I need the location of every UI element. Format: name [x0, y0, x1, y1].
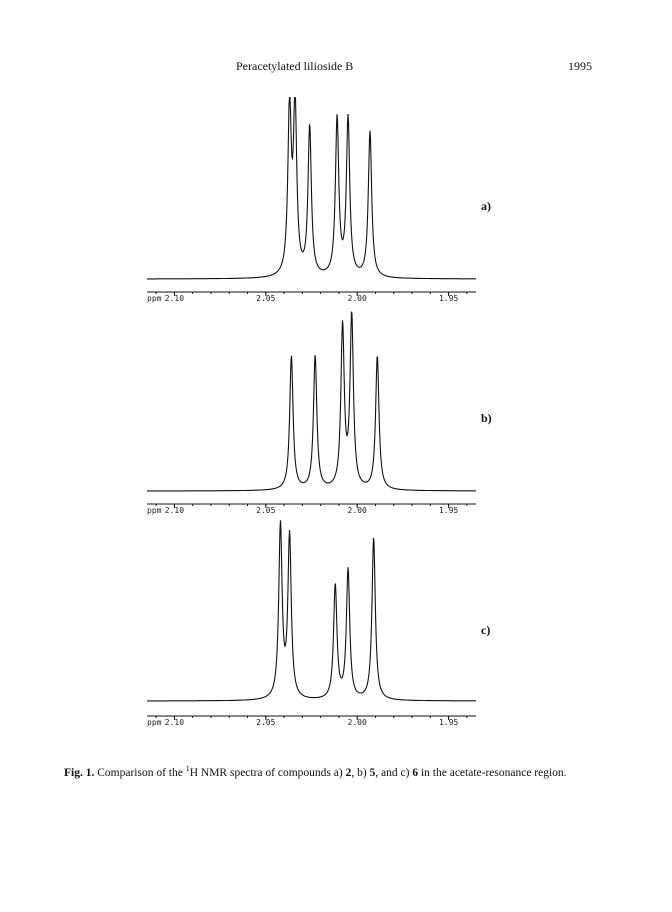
- caption-text-3: , b): [351, 767, 370, 779]
- axis-tick-label: 1.95: [438, 294, 459, 303]
- panel-label-a: a): [481, 199, 491, 213]
- caption-text-4: , and c): [375, 767, 413, 779]
- axis-tick-label: 2.10: [164, 506, 185, 515]
- caption-fig-label: Fig. 1.: [64, 767, 95, 779]
- panel-label-b: b): [481, 411, 492, 425]
- spectrum-trace-2: [147, 520, 476, 701]
- axis-tick-label: 1.95: [438, 506, 459, 515]
- axis-tick-label: 1.95: [438, 718, 459, 727]
- axis-tick-label: 2.05: [256, 506, 276, 515]
- axis-tick-label: 2.10: [164, 294, 185, 303]
- axis-tick-label: 2.05: [256, 294, 276, 303]
- caption-compound-1: 2: [345, 767, 352, 779]
- axis-tick-label: 2.05: [256, 718, 276, 727]
- caption-compound-2: 5: [369, 767, 376, 779]
- axis-unit-label: ppm: [147, 506, 162, 515]
- axis-tick-label: 2.00: [347, 506, 367, 515]
- spectrum-trace-0: [147, 98, 476, 279]
- figure-caption: [64, 766, 584, 781]
- caption-text-2: H NMR spectra of compounds a): [189, 767, 346, 779]
- axis-tick-label: 2.00: [347, 294, 367, 303]
- caption-text-1: Comparison of the: [94, 767, 186, 779]
- caption-sup: 1: [185, 764, 190, 774]
- axis-tick-label: 2.00: [347, 718, 367, 727]
- running-title: Peracetylated lilioside B: [236, 59, 354, 73]
- axis-unit-label: ppm: [147, 718, 162, 727]
- axis-tick-label: 2.10: [164, 718, 185, 727]
- page-number: 1995: [568, 59, 592, 73]
- panel-label-c: c): [481, 623, 491, 637]
- caption-compound-3: 6: [412, 767, 419, 779]
- spectrum-trace-1: [147, 312, 476, 491]
- axis-unit-label: ppm: [147, 294, 162, 303]
- caption-text-5: in the acetate-resonance region.: [418, 767, 567, 779]
